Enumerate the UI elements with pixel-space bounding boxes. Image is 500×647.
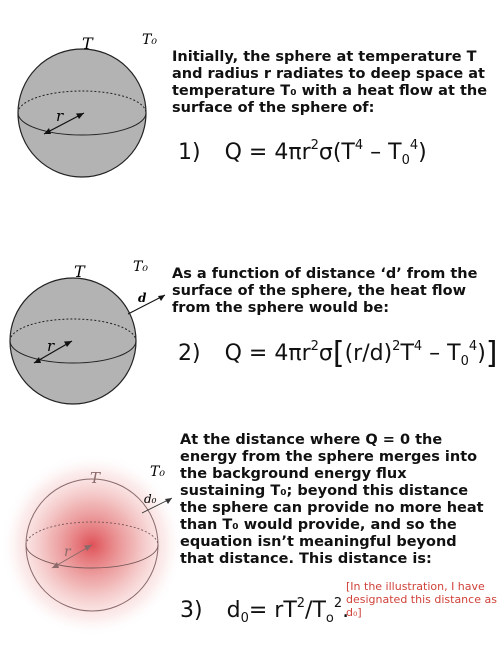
equation-2-expression: $Q = 4\pi r^2\sigma[(r/d)^2T^4 - T_0^4)$]: [224, 336, 498, 371]
merge-text: At the distance where Q = 0 the energy from the sphere merges into the background energy flux sustaining T₀; beyond this distance the sphere can provide no more heat than T₀ would provide, and so the equation isn’t meaningful beyond that distance. This distance is:: [180, 432, 484, 567]
equation-2: [178, 336, 498, 371]
sphere-2: [10, 278, 136, 404]
radius-label-2: r: [47, 337, 55, 355]
equation-3-number: 3): [180, 598, 203, 623]
sphere-1: [18, 49, 146, 177]
sphere-diagram-1: [0, 0, 170, 200]
sphere-diagram-3: [0, 445, 180, 647]
radius-label-1: r: [56, 107, 64, 125]
illustration-note: [In the illustration, I have designated this distance as d₀]: [346, 580, 497, 619]
intro-text: Initially, the sphere at temperature T and radius r radiates to deep space at temperature T₀ with a heat flow at the surface of the sphere of:: [172, 49, 488, 116]
space-temp-label-1: T₀: [142, 32, 157, 48]
equation-3: [180, 596, 350, 626]
distance-text: As a function of distance ‘d’ from the surface of the sphere, the heat flow from the sphere would be:: [172, 266, 478, 316]
equation-1-number: 1): [178, 140, 201, 165]
distance-label-3: d₀: [144, 492, 157, 506]
equation-3-expression: $d_0= rT^2/T_o^2$.: [226, 596, 350, 626]
equation-1-expression: $Q = 4\pi r^2\sigma(T^4 - T_0^4)$: [224, 138, 427, 168]
space-temp-label-2: T₀: [133, 259, 148, 275]
sphere-temp-label-2: T: [74, 262, 85, 281]
distance-label-2: d: [138, 291, 147, 305]
space-temp-label-3: T₀: [150, 464, 165, 480]
equation-2-number: 2): [178, 341, 201, 366]
sphere-temp-label-1: T: [82, 34, 93, 53]
sphere-temp-label-3: T: [90, 469, 101, 487]
radius-label-3: r: [64, 544, 71, 560]
sphere-diagram-2: [0, 255, 175, 415]
equation-1: [178, 138, 427, 168]
